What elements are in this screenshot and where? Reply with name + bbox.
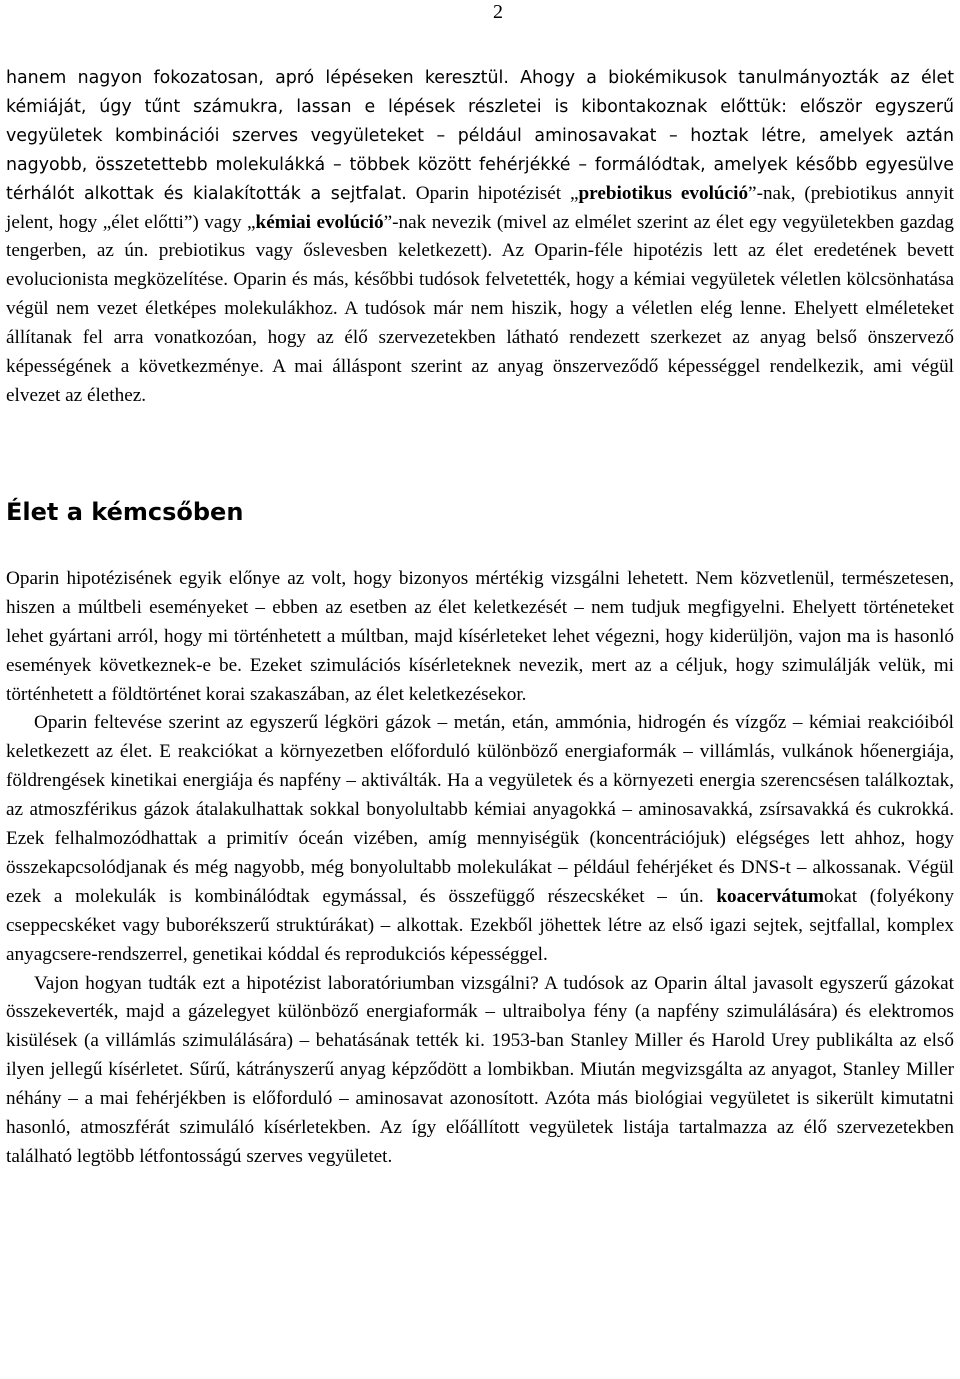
term-koacervatum: koacervátum	[716, 885, 825, 907]
paragraph-simulation-experiments: Oparin hipotézisének egyik előnye az volt, hogy bizonyos mértékig vizsgálni lehetett. Nem közvetlenül, természetesen, hiszen a múltbeli eseményeket – ebben az esetben az élet keletkezését – nem tudjuk megfigyelni. Ehelyett történeteket lehet gyártani arról, hogy mi történhetett a múltban, majd kísérleteket lehet végezni, hogy kiderüljön, vajon ma is hasonló események következnek-e be. Ezeket szimulációs kísérleteknek nevezik, mert az a céljuk, hogy szimulálják velük, mi történhetett a földtörténet korai szakaszában, az élet keletkezésekor.	[6, 567, 954, 705]
paragraph-oparin-gases	[6, 709, 954, 969]
paragraph-sans-fragment-1: hanem nagyon fokozatosan, apró lépéseken keresztül.	[6, 68, 509, 88]
paragraph-text-fragment: ”-nak nevezik (mivel az elmélet szerint az élet egy vegyületekben gazdag tengerben, az ún. prebiotikus vagy őslevesben keletkezett). Az Oparin-féle hipotézis lett az élet eredetének bevett evolucionista megközelítése. Oparin és más, későbbi tudósok felvetették, hogy a kémiai vegyületek véletlen kölcsönhatása végül nem vezet életképes molekulákhoz. A tudósok már nem hiszik, hogy a véletlen elég lenne. Ehelyett elméleteket állítanak fel arra vonatkozóan, hogy az élő szervezetekben látható rendezett szerkezet az anyag belső önszervező képességének a következménye. A mai álláspont szerint az anyag önszerveződő képességgel rendelkezik, ami végül elvezet az élethez.	[6, 211, 955, 406]
paragraph-sans-fragment-2: Ahogy a biokémikusok tanulmányozták az élet kémiáját, úgy tűnt számukra, lassan e lépések részletei is kibontakoznak előttük: először egyszerű vegyületek kombinációi szerves vegyületeket – például aminosavakat – hoztak létre, amelyek aztán nagyobb, összetettebb molekulákká – többek között fehérjékké – formálódtak, amelyek később egyesülve térhálót alkottak és kialakították a sejtfalat.	[6, 68, 955, 204]
paragraph-text-fragment: Oparin hipotézisét „	[406, 182, 579, 204]
document-body	[6, 64, 954, 1172]
paragraph-text-fragment: ”-nak, (prebiotikus annyit jelent, hogy „élet előtti”) vagy „	[6, 182, 954, 233]
paragraph-text-fragment: Oparin feltevése szerint az egyszerű légköri gázok – metán, etán, ammónia, hidrogén és vízgőz – kémiai reakcióiból keletkezett az élet. E reakciókat a környezetben előforduló különböző energiaformák – villámlás, vulkánok hőenergiája, földrengések kinetikai energiája és napfény – aktiválták. Ha a vegyületek és a környezeti energia szerencsésen találkoztak, az atmoszférikus gázok átalakulhattak sokkal bonyolultabb kémiai anyagokká – aminosavakká, zsírsavakká és cukrokká. Ezek felhalmozódhattak a primitív óceán vizében, amíg mennyiségük (koncentrációjuk) elégséges lett ahhoz, hogy összekapcsolódjanak és még nagyobb, még bonyolultabb molekulákat – például fehérjéket és DNS-t – alkossanak. Végül ezek a molekulák is kombinálódtak egymással, és összefüggő részecskéket – ún.	[6, 712, 954, 907]
page-number: 2	[493, 1, 503, 23]
section-heading: Élet a kémcsőben	[6, 497, 244, 526]
term-kemiai-evolucio: kémiai evolúció	[255, 211, 384, 233]
paragraph-oparin-hypothesis	[6, 64, 954, 411]
term-prebiotikus-evolucio: prebiotikus evolúció	[578, 182, 749, 204]
paragraph-miller-urey: Vajon hogyan tudták ezt a hipotézist laboratóriumban vizsgálni? A tudósok az Oparin által javasolt egyszerű gázokat összekeverték, majd a gázelegyet különböző energiaformák – ultraibolya fény (a napfény szimulálására) és elektromos kisülések (a villámlás szimulálására) – behatásának tették ki. 1953-ban Stanley Miller és Harold Urey publikálta az első ilyen jellegű kísérletet. Sűrű, kátrányszerű anyag képződött a lombikban. Miután megvizsgálta az anyagot, Stanley Miller néhány – a mai fehérjékben is előforduló – aminosavat azonosított. Azóta más biológiai vegyületet is sikerült kimutatni hasonló, atmoszférát szimuláló kísérletekben. Az így előállított vegyületek listája tartalmazza az élő szervezetekben található legtöbb létfontosságú szerves vegyületet.	[6, 972, 954, 1167]
paragraph-text-fragment: okat (folyékony cseppecskéket vagy buborékszerű struktúrákat) – alkottak. Ezekből jöhettek létre az első igazi sejtek, sejtfallal, komplex anyagcsere-rendszerrel, genetikai kóddal és reprodukciós képességgel.	[6, 885, 954, 965]
